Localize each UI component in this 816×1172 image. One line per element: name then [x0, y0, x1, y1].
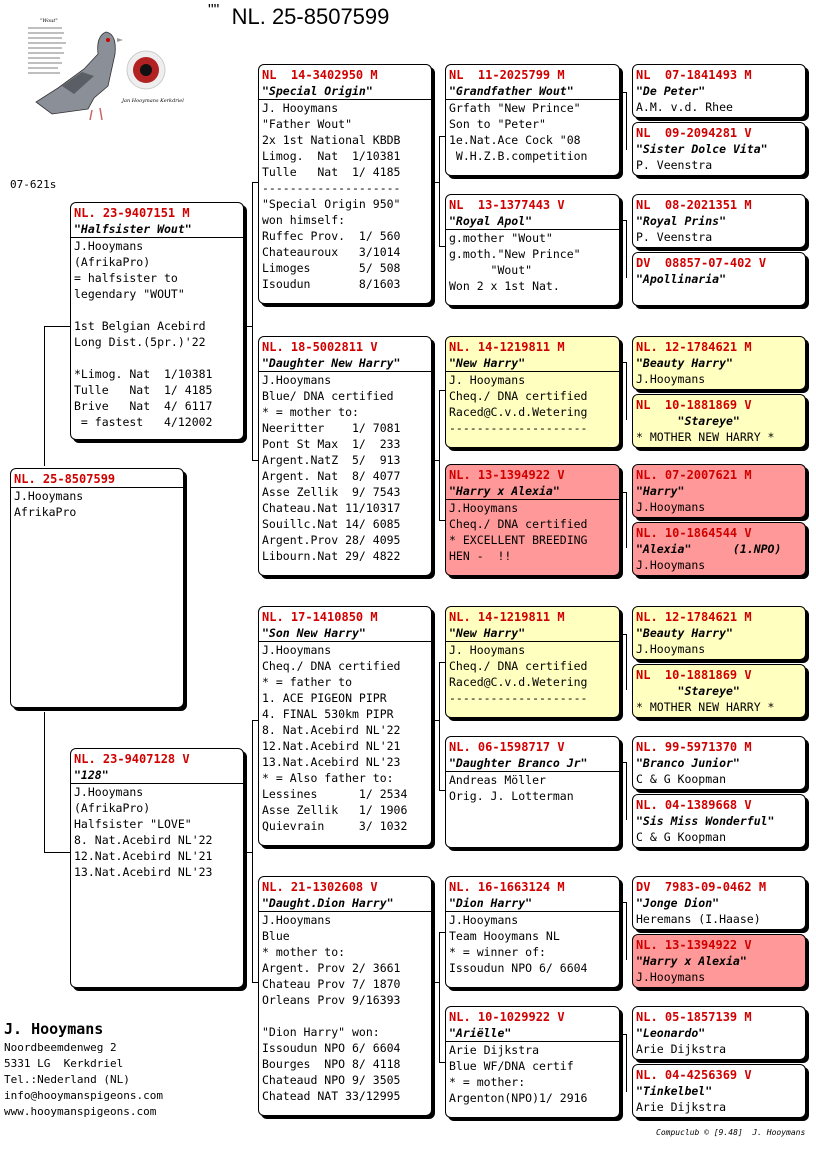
gggp-name: "Apollinaria": [636, 272, 727, 286]
ggp-line: g.moth."New Prince": [449, 247, 581, 261]
grandparent-line: Tulle Nat 1/ 4185: [262, 165, 401, 179]
logo-caption: Jan Hooymans Kerkdriel: [122, 98, 184, 104]
ggp-line: Argenton(NPO)1/ 2916: [449, 1091, 588, 1105]
grandparent-line: J. Hooymans: [262, 101, 339, 115]
ggp-name: "Royal Apol": [449, 214, 533, 228]
ggp-line: J. Hooymans: [449, 643, 526, 657]
grandparent-ring: NL 14-3402950 M: [262, 68, 378, 82]
ggp-line: * = mother:: [449, 1075, 526, 1089]
ggp-ring: NL. 16-1663124 M: [449, 880, 565, 894]
grandparent-name: "Daught.Dion Harry": [262, 896, 394, 910]
gggp-ring: NL. 05-1857139 M: [636, 1010, 752, 1024]
title-ring: NL. 25-8507599: [231, 4, 390, 29]
ggp-ring: NL. 13-1394922 V: [449, 468, 565, 482]
gggp-name: "Sis Miss Wonderful": [636, 814, 775, 828]
gggp-ring: NL 10-1881869 V: [636, 398, 752, 412]
subject-line: AfrikaPro: [14, 505, 77, 519]
grandparent-line: 2x 1st National KBDB: [262, 133, 401, 147]
mother-line: 13.Nat.Acebird NL'23: [74, 865, 213, 879]
grandparent-ring: NL. 17-1410850 M: [262, 610, 378, 624]
great-grandparent-card: [445, 876, 620, 988]
father-card: [70, 202, 244, 440]
gggp-name: "Branco Junior": [636, 756, 740, 770]
ggp-name: "Harry x Alexia": [449, 484, 560, 498]
gggp-ring: NL. 12-1784621 M: [636, 610, 752, 624]
gggp-line: J.Hooymans: [636, 970, 706, 984]
gggp-ring: NL 08-2021351 M: [636, 198, 752, 212]
pedigree-title: [208, 4, 389, 30]
gggp-card: [632, 522, 806, 576]
great-grandparent-card: [445, 336, 620, 448]
grandparent-line: Asse Zellik 9/ 7543: [262, 485, 401, 499]
gggp-name: "Beauty Harry": [636, 626, 733, 640]
ggp-line: J.Hooymans: [449, 913, 519, 927]
mother-line: (AfrikaPro): [74, 801, 151, 815]
ggp-name: "Ariëlle": [449, 1026, 512, 1040]
gggp-card: [632, 64, 806, 118]
grandparent-line: Limog. Nat 1/10381: [262, 149, 401, 163]
father-line: Tulle Nat 1/ 4185: [74, 383, 213, 397]
subject-ring: NL. 25-8507599: [14, 472, 116, 486]
grandparent-line: * = father to: [262, 675, 353, 689]
grandparent-line: Neeritter 1/ 7081: [262, 421, 401, 435]
footer-credit: Compuclub © [9.48] J. Hooymans: [656, 1128, 806, 1137]
ggp-line: Cheq./ DNA certified: [449, 389, 588, 403]
ggp-line: Raced@C.v.d.Wetering: [449, 675, 588, 689]
gggp-card: [632, 664, 806, 718]
grandparent-line: Souillc.Nat 14/ 6085: [262, 517, 401, 531]
grandparent-name: "Daughter New Harry": [262, 356, 401, 370]
ggp-ring: NL. 10-1029922 V: [449, 1010, 565, 1024]
grandparent-line: 12.Nat.Acebird NL'21: [262, 739, 401, 753]
title-quotes: "": [208, 2, 220, 19]
ggp-ring: NL. 14-1219811 M: [449, 340, 565, 354]
gggp-ring: DV 08857-07-402 V: [636, 256, 767, 270]
gggp-ring: NL. 99-5971370 M: [636, 740, 752, 754]
great-grandparent-card: [445, 64, 620, 176]
grandparent-line: Cheq./ DNA certified: [262, 659, 401, 673]
great-grandparent-card: [445, 736, 620, 848]
gggp-name: "Harry x Alexia": [636, 954, 747, 968]
grandparent-line: 13.Nat.Acebird NL'23: [262, 755, 401, 769]
father-line: (AfrikaPro): [74, 255, 151, 269]
great-grandparent-card: [445, 606, 620, 718]
gggp-name: "De Peter": [636, 84, 706, 98]
pigeon-logo-icon: [22, 14, 184, 126]
grandparent-line: Chateauroux 3/1014: [262, 245, 401, 259]
gggp-line: J.Hooymans: [636, 558, 706, 572]
gggp-name: "Harry": [636, 484, 685, 498]
gggp-name: "Tinkelbel": [636, 1084, 713, 1098]
gggp-card: [632, 736, 806, 790]
gggp-line: * MOTHER NEW HARRY *: [636, 700, 775, 714]
grandparent-line: Pont St Max 1/ 233: [262, 437, 401, 451]
great-grandparent-card: [445, 194, 620, 306]
gggp-line: P. Veenstra: [636, 158, 713, 172]
ggp-line: Team Hooymans NL: [449, 929, 560, 943]
grandparent-line: Bourges NPO 8/ 4118: [262, 1057, 401, 1071]
gggp-ring: NL 09-2094281 V: [636, 126, 752, 140]
grandparent-line: Isoudun 8/1603: [262, 277, 401, 291]
grandparent-line: "Dion Harry" won:: [262, 1025, 380, 1039]
gggp-card: [632, 1006, 806, 1060]
ggp-name: "New Harry": [449, 356, 526, 370]
ggp-line: --------------------: [449, 421, 588, 435]
grandparent-line: "Special Origin 950": [262, 197, 401, 211]
subject-card: [10, 468, 184, 708]
gggp-name: "Beauty Harry": [636, 356, 733, 370]
logo-small-title: "Wout": [40, 18, 58, 24]
breeder-logo: [22, 14, 184, 126]
gggp-card: [632, 876, 806, 930]
grandparent-card: [258, 64, 432, 304]
grandparent-line: 1. ACE PIGEON PIPR: [262, 691, 387, 705]
great-grandparent-card: [445, 464, 620, 576]
father-line: J.Hooymans: [74, 239, 144, 253]
grandparent-line: Argent.NatZ 5/ 913: [262, 453, 401, 467]
ggp-line: J.Hooymans: [449, 501, 519, 515]
gggp-line: * MOTHER NEW HARRY *: [636, 430, 775, 444]
owner-address: Noordbeemdenweg 2: [4, 1041, 117, 1054]
grandparent-line: 8. Nat.Acebird NL'22: [262, 723, 401, 737]
mother-line: Halfsister "LOVE": [74, 817, 192, 831]
grandparent-line: * = Also father to:: [262, 771, 394, 785]
grandparent-line: * = mother to:: [262, 405, 359, 419]
father-line: Brive Nat 4/ 6117: [74, 399, 213, 413]
grandparent-line: Libourn.Nat 29/ 4822: [262, 549, 401, 563]
gggp-card: [632, 934, 806, 988]
grandparent-line: Limoges 5/ 508: [262, 261, 401, 275]
owner-website[interactable]: www.hooymanspigeons.com: [4, 1105, 157, 1118]
grandparent-card: [258, 876, 432, 1116]
ggp-line: J. Hooymans: [449, 373, 526, 387]
gggp-ring: NL 07-1841493 M: [636, 68, 752, 82]
father-ring: NL. 23-9407151 M: [74, 206, 190, 220]
grandparent-line: J.Hooymans: [262, 373, 332, 387]
ggp-line: Andreas Möller: [449, 773, 546, 787]
grandparent-name: "Special Origin": [262, 84, 373, 98]
gggp-card: [632, 606, 806, 660]
ggp-ring: NL 11-2025799 M: [449, 68, 565, 82]
ggp-line: * EXCELLENT BREEDING: [449, 533, 588, 547]
grandparent-line: Ruffec Prov. 1/ 560: [262, 229, 401, 243]
grandparent-line: Orleans Prov 9/16393: [262, 993, 401, 1007]
grandparent-line: Quievrain 3/ 1032: [262, 819, 408, 833]
owner-phone: Tel.:Nederland (NL): [4, 1073, 130, 1086]
gggp-line: J.Hooymans: [636, 500, 706, 514]
grandparent-line: Blue/ DNA certified: [262, 389, 394, 403]
ggp-line: Blue WF/DNA certif: [449, 1059, 574, 1073]
grandparent-line: Issoudun NPO 6/ 6604: [262, 1041, 401, 1055]
grandparent-line: won himself:: [262, 213, 346, 227]
gggp-ring: NL. 04-1389668 V: [636, 798, 752, 812]
gggp-name: "Stareye": [636, 684, 740, 698]
gggp-card: [632, 336, 806, 390]
gggp-ring: NL 10-1881869 V: [636, 668, 752, 682]
gggp-ring: NL. 10-1864544 V: [636, 526, 752, 540]
father-line: = halfsister to: [74, 271, 178, 285]
ggp-line: Cheq./ DNA certified: [449, 517, 588, 531]
gggp-line: J.Hooymans: [636, 642, 706, 656]
mother-card: [70, 748, 244, 988]
ggp-ring: NL 13-1377443 V: [449, 198, 565, 212]
ggp-line: --------------------: [449, 691, 588, 705]
gggp-name: "Royal Prins": [636, 214, 727, 228]
grandparent-line: [262, 1008, 428, 1024]
ggp-line: 1e.Nat.Ace Cock "08: [449, 133, 581, 147]
gggp-line: P. Veenstra: [636, 230, 713, 244]
grandparent-line: Lessines 1/ 2534: [262, 787, 408, 801]
gggp-line: C & G Koopman: [636, 830, 727, 844]
gggp-line: Heremans (I.Haase): [636, 912, 761, 926]
grandparent-line: --------------------: [262, 181, 401, 195]
gggp-line: Arie Dijkstra: [636, 1042, 727, 1056]
gggp-line: Arie Dijkstra: [636, 1100, 727, 1114]
grandparent-line: Chateau.Nat 11/10317: [262, 501, 401, 515]
gggp-name: "Sister Dolce Vita": [636, 142, 768, 156]
gggp-ring: NL. 07-2007621 M: [636, 468, 752, 482]
ggp-line: Son to "Peter": [449, 117, 546, 131]
father-line: Long Dist.(5pr.)'22: [74, 335, 206, 349]
gggp-card: [632, 122, 806, 176]
grandparent-line: Blue: [262, 929, 290, 943]
ggp-line: Cheq./ DNA certified: [449, 659, 588, 673]
mother-line: 12.Nat.Acebird NL'21: [74, 849, 213, 863]
gggp-name: "Leonardo": [636, 1026, 706, 1040]
ggp-name: "New Harry": [449, 626, 526, 640]
mother-line: 8. Nat.Acebird NL'22: [74, 833, 213, 847]
grandparent-card: [258, 336, 432, 576]
gggp-name: "Alexia" (1.NPO): [636, 542, 782, 556]
grandparent-line: Chateaud NPO 9/ 3505: [262, 1073, 401, 1087]
gggp-name: "Jonge Dion": [636, 896, 720, 910]
grandparent-line: J.Hooymans: [262, 913, 332, 927]
ggp-line: "Wout": [449, 263, 533, 277]
ggp-line: Won 2 x 1st Nat.: [449, 279, 560, 293]
gggp-ring: NL. 04-4256369 V: [636, 1068, 752, 1082]
grandparent-line: * mother to:: [262, 945, 346, 959]
ggp-ring: NL. 14-1219811 M: [449, 610, 565, 624]
gggp-ring: NL. 13-1394922 V: [636, 938, 752, 952]
grandparent-line: Asse Zellik 1/ 1906: [262, 803, 408, 817]
gggp-card: [632, 1064, 806, 1118]
grandparent-line: Chatead NAT 33/12995: [262, 1089, 401, 1103]
grandparent-line: Argent.Prov 28/ 4095: [262, 533, 401, 547]
father-line: [74, 350, 240, 366]
grandparent-line: Argent. Prov 2/ 3661: [262, 961, 401, 975]
father-line: [74, 302, 240, 318]
grandparent-card: [258, 606, 432, 846]
gggp-card: [632, 394, 806, 448]
ggp-line: Grfath "New Prince": [449, 101, 581, 115]
ggp-line: W.H.Z.B.competition: [449, 149, 588, 163]
grandparent-line: "Father Wout": [262, 117, 353, 131]
mother-line: J.Hooymans: [74, 785, 144, 799]
mother-ring: NL. 23-9407128 V: [74, 752, 190, 766]
ggp-line: g.mother "Wout": [449, 231, 553, 245]
owner-city: 5331 LG Kerkdriel: [4, 1057, 124, 1070]
gggp-card: [632, 464, 806, 518]
grandparent-line: J.Hooymans: [262, 643, 332, 657]
ggp-name: "Dion Harry": [449, 896, 533, 910]
ggp-line: Issoudun NPO 6/ 6604: [449, 961, 588, 975]
ggp-line: HEN - !!: [449, 549, 512, 563]
father-line: legendary "WOUT": [74, 287, 185, 301]
grandparent-ring: NL. 21-1302608 V: [262, 880, 378, 894]
grandparent-line: Chateau Prov 7/ 1870: [262, 977, 401, 991]
father-name: "Halfsister Wout": [74, 222, 192, 236]
owner-email[interactable]: info@hooymanspigeons.com: [4, 1089, 163, 1102]
owner-block: [4, 1018, 163, 1120]
ggp-line: Arie Dijkstra: [449, 1043, 540, 1057]
great-grandparent-card: [445, 1006, 620, 1118]
father-line: *Limog. Nat 1/10381: [74, 367, 213, 381]
owner-name: J. Hooymans: [4, 1020, 104, 1038]
ggp-name: "Daughter Branco Jr": [449, 756, 588, 770]
pedigree-code: 07-621s: [10, 178, 57, 191]
gggp-line: A.M. v.d. Rhee: [636, 100, 733, 114]
ggp-line: Orig. J. Lotterman: [449, 789, 574, 803]
grandparent-ring: NL. 18-5002811 V: [262, 340, 378, 354]
ggp-ring: NL. 06-1598717 V: [449, 740, 565, 754]
father-line: 1st Belgian Acebird: [74, 319, 206, 333]
grandparent-line: Argent. Nat 8/ 4077: [262, 469, 401, 483]
grandparent-line: 4. FINAL 530km PIPR: [262, 707, 394, 721]
grandparent-name: "Son New Harry": [262, 626, 366, 640]
gggp-card: [632, 794, 806, 848]
ggp-line: * = winner of:: [449, 945, 546, 959]
father-line: = fastest 4/12002: [74, 415, 213, 429]
gggp-line: J.Hooymans: [636, 372, 706, 386]
ggp-name: "Grandfather Wout": [449, 84, 574, 98]
subject-line: J.Hooymans: [14, 489, 84, 503]
gggp-name: "Stareye": [636, 414, 740, 428]
ggp-line: Raced@C.v.d.Wetering: [449, 405, 588, 419]
gggp-ring: NL. 12-1784621 M: [636, 340, 752, 354]
mother-name: "128": [74, 768, 109, 782]
gggp-card: [632, 252, 806, 306]
gggp-line: C & G Koopman: [636, 772, 727, 786]
gggp-card: [632, 194, 806, 248]
gggp-ring: DV 7983-09-0462 M: [636, 880, 767, 894]
